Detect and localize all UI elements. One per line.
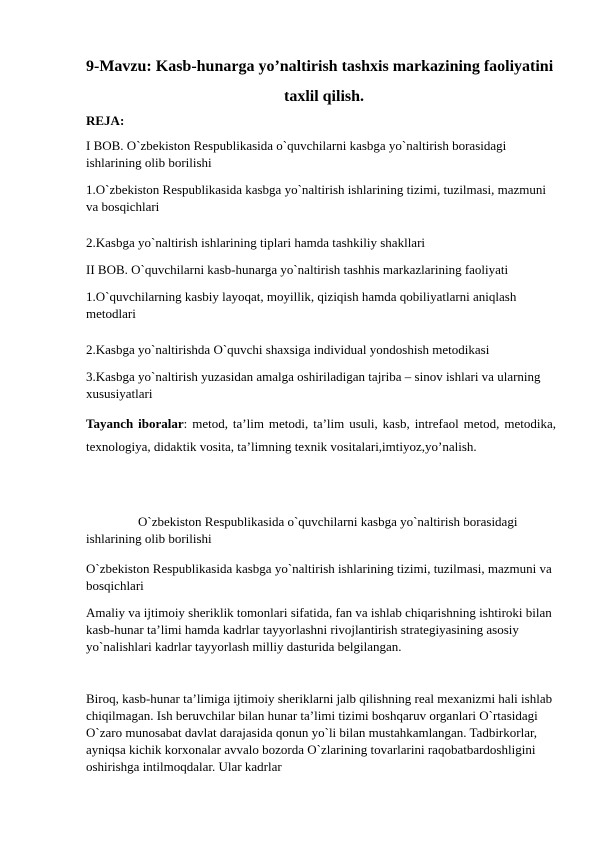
plan-heading: REJA: (86, 113, 125, 128)
plan-item-2-1: 1.O`quvchilarning kasbiy layoqat, moyillik, qiziqish hamda qobiliyatlarni aniqlash metodlari (86, 289, 517, 321)
body-paragraph-2: Biroq, kasb-hunar ta’limiga ijtimoiy sheriklarni jalb qilishning real mexanizmi hali ishlab chiqilmagan. Ish beruvchilar bilan hunar ta’limi tizimi boshqaruv organlari O`rtasidagi O`zaro munosabat davlat darajasida qonun yo`li bilan mustahkamlangan. Tadbirkorlar, ayniqsa kichik korxonalar avvalo bozorda O`zlarining tovarlarini raqobatbardoshligini oshirishga intilmoqdalar. Ular kadrlar (86, 691, 553, 774)
body-paragraph-1: Amaliy va ijtimoiy sheriklik tomonlari sifatida, fan va ishlab chiqarishning ishtiroki bilan kasb-hunar ta’limi hamda kadrlar tayyorlashni rivojlantirish strategiyasining asosiy yo`nalishlari kadrlar tayyorlash milliy dasturida belgilangan. (86, 605, 552, 654)
title-line-1: 9-Mavzu: Kasb-hunarga yo’naltirish tashxis markazining faoliyatini (86, 58, 554, 75)
plan-item-chapter-1: I BOB. O`zbekiston Respublikasida o`quvchilarni kasbga yo`naltirish borasidagi ishlarining olib borilishi (86, 138, 507, 170)
page-title (86, 52, 562, 112)
plan-item-2-2: 2.Kasbga yo`naltirishda O`quvchi shaxsiga individual yondoshish metodikasi (86, 342, 490, 357)
plan-item-2-3: 3.Kasbga yo`naltirish yuzasidan amalga oshiriladigan tajriba – sinov ishlari va ularning xususiyatlari (86, 369, 541, 401)
keywords-paragraph (86, 412, 556, 458)
keywords-label: Tayanch iboralar (86, 416, 184, 431)
plan-item-1-2: 2.Kasbga yo`naltirish ishlarining tiplari hamda tashkiliy shakllari (86, 235, 426, 250)
plan-item-1-1: 1.O`zbekiston Respublikasida kasbga yo`naltirish ishlarining tizimi, tuzilmasi, mazmuni va bosqichlari (86, 182, 546, 214)
title-line-2: taxlil qilish. (283, 88, 365, 105)
keywords-text: : metod, ta’lim metodi, ta’lim usuli, kasb, intrefaol metod, metodika, texnologiya, didaktik vosita, ta’limning texnik vositalari,imtiyoz,yo’nalish. (86, 416, 556, 454)
section-heading-1: O`zbekiston Respublikasida o`quvchilarni kasbga yo`naltirish borasidagi ishlarining olib borilishi (86, 514, 518, 546)
section-heading-2: O`zbekiston Respublikasida kasbga yo`naltirish ishlarining tizimi, tuzilmasi, mazmuni va bosqichlari (86, 561, 552, 593)
plan-item-chapter-2: II BOB. O`quvchilarni kasb-hunarga yo`naltirish tashhis markazlarining faoliyati (86, 262, 509, 277)
